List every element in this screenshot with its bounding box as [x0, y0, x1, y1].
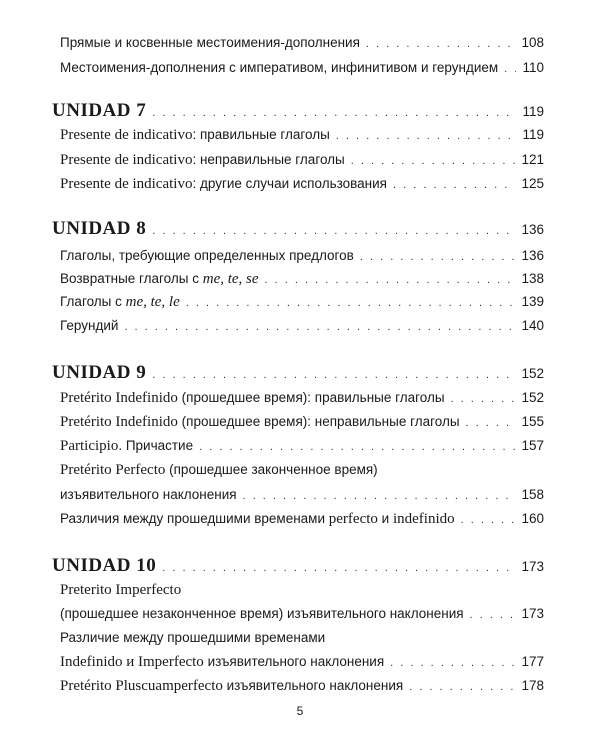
toc-entry [0, 294, 544, 311]
toc-entry-page: 108 [521, 35, 544, 50]
toc-entry [0, 60, 544, 75]
toc-text-segment: (прошедшее время): неправильные глаголы [177, 414, 460, 429]
toc-entry-page: 138 [521, 271, 544, 286]
toc-entry-title [60, 248, 354, 263]
toc-text-segment: Возвратные глаголы с [60, 271, 203, 286]
toc-entry-title [60, 271, 259, 288]
toc-entry-page: 160 [521, 511, 544, 526]
toc-text-segment: : правильные глаголы [192, 127, 330, 142]
unit-title: UNIDAD 10 [52, 555, 157, 576]
toc-text-segment: Presente de indicativo [60, 176, 193, 192]
unit-title: UNIDAD 7 [52, 100, 147, 121]
toc-entry-title [60, 294, 180, 311]
unit-heading [0, 218, 544, 240]
toc-text-segment: Pretérito Perfecto [60, 462, 166, 478]
toc-entry-page: 110 [522, 60, 544, 75]
toc-entry [0, 152, 544, 169]
toc-entry-page: 139 [521, 294, 544, 309]
toc-entry-title [60, 127, 330, 144]
unit-page: 152 [521, 366, 544, 381]
leader-dots [199, 441, 515, 453]
toc-text-segment: Presente de indicativo [60, 127, 193, 143]
unit-heading [0, 100, 544, 122]
leader-dots [393, 179, 515, 191]
toc-text-segment: и [377, 511, 393, 526]
toc-entry [0, 511, 544, 528]
toc-entry-title [60, 318, 118, 333]
toc-entry-page: 121 [521, 152, 544, 167]
toc-entry-title [60, 35, 360, 50]
leader-dots [124, 321, 515, 333]
toc-text-segment: Pretérito Indefinido [60, 390, 178, 406]
toc-text-segment: me, te, se [202, 271, 259, 287]
toc-entry-title [60, 654, 384, 671]
toc-entry-line [0, 462, 544, 479]
toc-text-segment: Pretérito Pluscuamperfecto [60, 678, 223, 694]
toc-entry-title [60, 414, 460, 431]
toc-text-segment: изъявительного наклонения [203, 654, 385, 669]
toc-entry [0, 248, 544, 263]
unit-heading [0, 362, 544, 384]
toc-entry [0, 35, 544, 50]
toc-entry-title [60, 678, 403, 695]
toc-text-segment: Pretérito Indefinido [60, 414, 178, 430]
toc-text-segment: Прямые и косвенные местоимения-дополнения [60, 35, 360, 50]
toc-text-segment: Герундий [60, 318, 119, 333]
toc-entry-page: 157 [521, 438, 544, 453]
toc-entry-title [60, 438, 193, 455]
toc-entry-page: 119 [522, 127, 544, 142]
unit-page: 173 [521, 559, 544, 574]
unit-title: UNIDAD 9 [52, 362, 147, 383]
page-number: 5 [296, 704, 304, 718]
toc-entry-title [60, 582, 181, 599]
leader-dots [360, 251, 516, 263]
toc-entry-title [60, 487, 237, 502]
toc-entry [0, 438, 544, 455]
toc-entry-title [60, 390, 445, 407]
toc-entry-page: 158 [521, 487, 544, 502]
toc-entry [0, 318, 544, 333]
toc-entry-title [60, 152, 345, 169]
toc-entry-title [60, 630, 325, 645]
leader-dots [351, 155, 516, 167]
toc-entry-page: 140 [521, 318, 544, 333]
leader-dots [470, 609, 516, 621]
leader-dots [162, 562, 515, 574]
toc-text-segment: Различие между прошедшими временами [60, 630, 326, 645]
toc-text-segment: изъявительного наклонения [222, 678, 404, 693]
toc-text-segment: Различия между прошедшими временами [60, 511, 329, 526]
toc-entry-page: 125 [521, 176, 544, 191]
toc-entry [0, 390, 544, 407]
leader-dots [152, 369, 515, 381]
toc-text-segment: Presente de indicativo [60, 152, 193, 168]
toc-entry-title [60, 176, 387, 193]
leader-dots [451, 393, 516, 405]
toc-entry [0, 606, 544, 621]
toc-text-segment: : неправильные глаголы [192, 152, 345, 167]
toc-text-segment: : другие случаи использования [192, 176, 387, 191]
leader-dots [152, 107, 516, 119]
toc-entry-title [60, 462, 378, 479]
toc-entry [0, 127, 544, 144]
leader-dots [409, 681, 515, 693]
leader-dots [390, 657, 515, 669]
toc-entry [0, 487, 544, 502]
leader-dots [186, 297, 516, 309]
leader-dots [366, 38, 516, 50]
toc-text-segment: (прошедшее незаконченное время) изъявительного наклонения [60, 606, 464, 621]
leader-dots [243, 490, 516, 502]
leader-dots [265, 274, 516, 286]
toc-entry [0, 678, 544, 695]
toc-entry [0, 271, 544, 288]
toc-entry-page: 152 [521, 390, 544, 405]
leader-dots [504, 63, 516, 75]
unit-page: 136 [521, 222, 544, 237]
toc-entry-line [0, 582, 544, 599]
toc-text-segment: me, te, le [125, 294, 180, 310]
leader-dots [461, 514, 516, 526]
toc-text-segment: Глаголы, требующие определенных предлогов [60, 248, 354, 263]
toc-text-segment: indefinido [392, 511, 455, 527]
toc-text-segment: Местоимения-дополнения с императивом, инфинитивом и герундием [60, 60, 499, 75]
leader-dots [152, 225, 515, 237]
toc-entry [0, 654, 544, 671]
toc-entry-page: 155 [521, 414, 544, 429]
toc-text-segment: . Причастие [118, 438, 194, 453]
toc-text-segment: Indefinido и Imperfecto [60, 654, 204, 670]
toc-text-segment: (прошедшее законченное время) [165, 462, 378, 477]
toc-entry-title [60, 60, 498, 75]
toc-entry [0, 176, 544, 193]
leader-dots [336, 130, 517, 142]
toc-text-segment: изъявительного наклонения [60, 487, 237, 502]
toc-entry-page: 178 [521, 678, 544, 693]
toc-text-segment: Глаголы с [60, 294, 126, 309]
unit-page: 119 [522, 104, 544, 119]
toc-text-segment: perfecto [328, 511, 378, 527]
toc-entry-page: 177 [521, 654, 544, 669]
toc-entry-page: 136 [521, 248, 544, 263]
toc-entry-page: 173 [521, 606, 544, 621]
toc-text-segment: (прошедшее время): правильные глаголы [177, 390, 445, 405]
toc-entry-title [60, 606, 464, 621]
toc-text-segment: Participio [60, 438, 119, 454]
leader-dots [466, 417, 516, 429]
unit-heading [0, 555, 544, 577]
toc-entry-title [60, 511, 455, 528]
toc-entry-line [0, 630, 544, 645]
unit-title: UNIDAD 8 [52, 218, 147, 239]
toc-entry [0, 414, 544, 431]
toc-text-segment: Preterito Imperfecto [60, 582, 182, 598]
